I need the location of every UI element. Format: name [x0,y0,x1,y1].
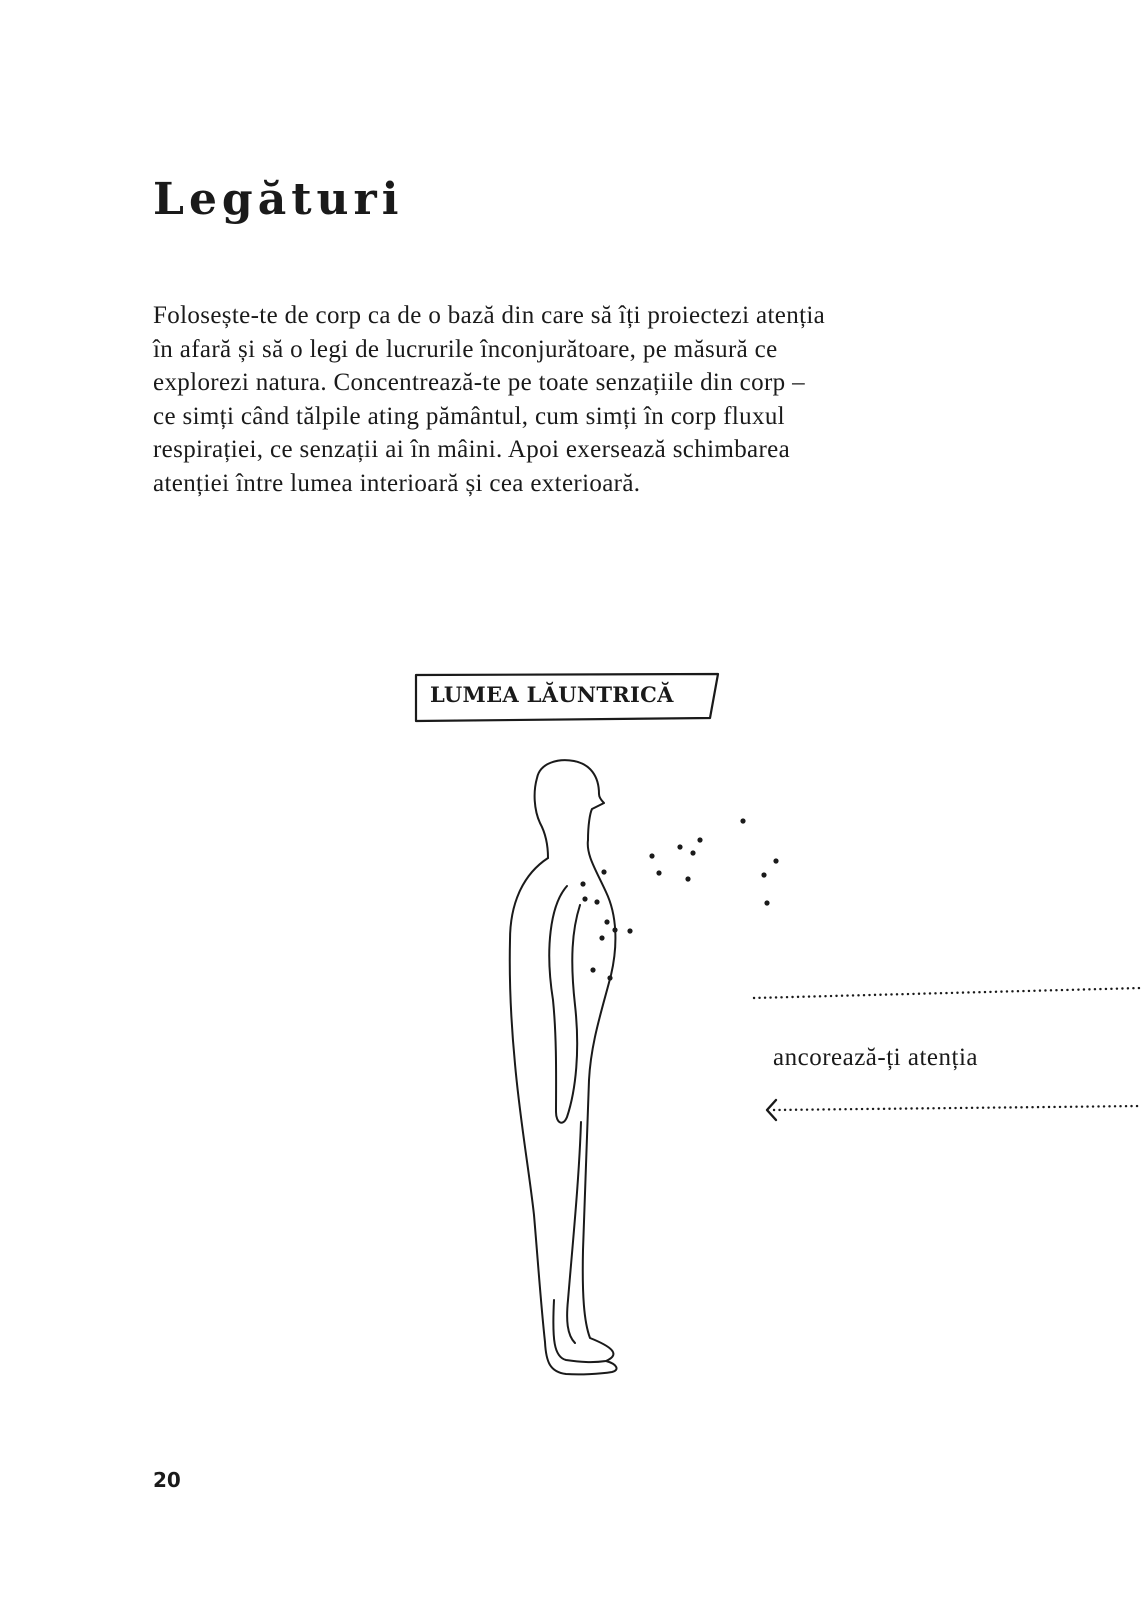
dotted-line-top [754,988,1142,998]
page-title: Legături [153,174,404,225]
person-figure-icon [510,760,617,1374]
paragraph-line: atenției între lumea interioară și cea exterioară. [153,469,641,497]
paragraph-line: ce simți când tălpile ating pământul, cum simți în corp fluxul [153,402,785,430]
paragraph-line: în afară și să o legi de lucrurile înconjurătoare, pe măsură ce [153,335,778,363]
page-number: 20 [153,1468,181,1492]
paragraph-line: Folosește-te de corp ca de o bază din care să îți proiectezi atenția [153,302,826,329]
left-arrow-icon [767,1100,1142,1120]
anchor-caption: ancorează-ți atenția [773,1044,978,1071]
paragraph-line: respirației, ce senzații ai în mâini. Apoi exersează schimbarea [153,436,791,464]
paragraph-line: explorezi natura. Concentrează-te pe toate senzațiile din corp – [153,369,805,397]
inner-world-label: LUMEA LĂUNTRICĂ [430,682,674,707]
